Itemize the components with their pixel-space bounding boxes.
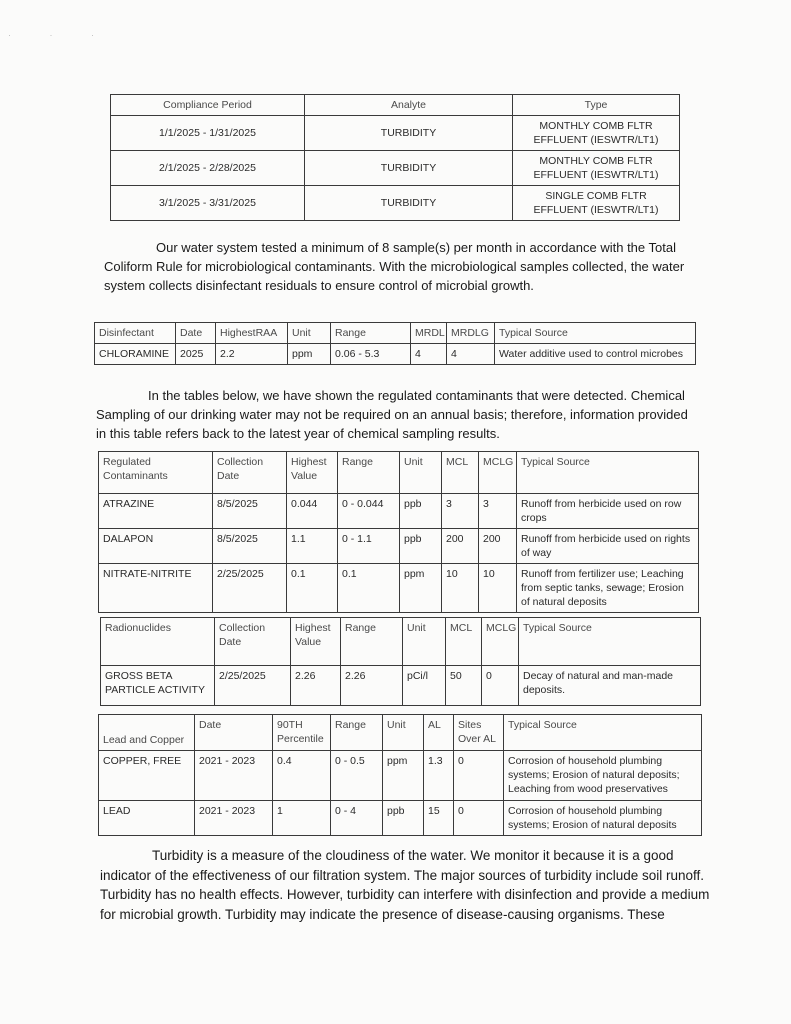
table-cell: 2.26 <box>291 666 341 706</box>
table-cell: 0 - 0.5 <box>331 751 383 801</box>
table-cell: MONTHLY COMB FLTR EFFLUENT (IESWTR/LT1) <box>513 151 680 186</box>
table-row <box>99 564 699 613</box>
table-cell: 15 <box>424 801 454 836</box>
table-cell: 1.3 <box>424 751 454 801</box>
table-cell: 8/5/2025 <box>213 494 287 529</box>
header-cell: MRDLG <box>447 323 495 344</box>
table-cell: TURBIDITY <box>305 116 513 151</box>
table-cell: 50 <box>446 666 482 706</box>
table-cell: 0 <box>454 751 504 801</box>
table-cell: ppb <box>400 529 442 564</box>
header-cell: Analyte <box>305 95 513 116</box>
table-cell: 2/25/2025 <box>215 666 291 706</box>
header-cell: Unit <box>288 323 331 344</box>
paragraph-text: Our water system tested a minimum of 8 sample(s) per month in accordance with the Total Coliform Rule for microbiological contaminants. With the microbiological samples collected, the water system collects disinfectant residuals to ensure control of microbial growth. <box>104 240 685 293</box>
table-cell: ppm <box>288 344 331 365</box>
header-cell: Highest Value <box>291 618 341 666</box>
header-cell: MRDL <box>411 323 447 344</box>
table-cell: Corrosion of household plumbing systems; Erosion of natural deposits <box>504 801 702 836</box>
table-cell: 0 - 0.044 <box>338 494 400 529</box>
table-cell: 0.044 <box>287 494 338 529</box>
table-row <box>101 666 701 706</box>
table-cell: ppb <box>383 801 424 836</box>
table-cell: 10 <box>479 564 517 613</box>
turbidity-paragraph <box>100 846 710 924</box>
table-cell: LEAD <box>99 801 195 836</box>
table-cell: 1 <box>273 801 331 836</box>
table-row <box>111 186 680 221</box>
table-cell: Corrosion of household plumbing systems; Erosion of natural deposits; Leaching from wood preservatives <box>504 751 702 801</box>
header-cell: Range <box>331 323 411 344</box>
table-row <box>99 801 702 836</box>
disinfectant-table <box>94 322 696 365</box>
table-header-row <box>95 323 696 344</box>
table-cell: Water additive used to control microbes <box>495 344 696 365</box>
table-cell: 0 <box>454 801 504 836</box>
table-cell: 1/1/2025 - 1/31/2025 <box>111 116 305 151</box>
table-cell: 4 <box>447 344 495 365</box>
table-cell: 200 <box>442 529 479 564</box>
table-cell: ppb <box>400 494 442 529</box>
table-cell: 3 <box>442 494 479 529</box>
table-cell: SINGLE COMB FLTR EFFLUENT (IESWTR/LT1) <box>513 186 680 221</box>
table-cell: 2.2 <box>216 344 288 365</box>
header-cell: Range <box>331 715 383 751</box>
table-cell: 2/1/2025 - 2/28/2025 <box>111 151 305 186</box>
table-header-row <box>101 618 701 666</box>
header-cell: Collection Date <box>215 618 291 666</box>
table-cell: 8/5/2025 <box>213 529 287 564</box>
table-cell: 0.1 <box>338 564 400 613</box>
table-cell: GROSS BETA PARTICLE ACTIVITY <box>101 666 215 706</box>
regulated-intro-paragraph <box>96 386 694 443</box>
table-row <box>111 116 680 151</box>
header-cell: Regulated Contaminants <box>99 452 213 494</box>
header-cell: Unit <box>383 715 424 751</box>
table-cell: NITRATE-NITRITE <box>99 564 213 613</box>
header-cell: Typical Source <box>519 618 701 666</box>
header-cell: Collection Date <box>213 452 287 494</box>
table-header-row <box>111 95 680 116</box>
scan-artifact: · · · <box>8 30 112 40</box>
header-cell: 90TH Percentile <box>273 715 331 751</box>
table-row <box>99 751 702 801</box>
table-row <box>99 494 699 529</box>
compliance-table <box>110 94 680 221</box>
table-cell: 0.1 <box>287 564 338 613</box>
header-cell: HighestRAA <box>216 323 288 344</box>
header-cell: Typical Source <box>504 715 702 751</box>
table-cell: 4 <box>411 344 447 365</box>
header-cell: Type <box>513 95 680 116</box>
header-cell: Compliance Period <box>111 95 305 116</box>
table-cell: MONTHLY COMB FLTR EFFLUENT (IESWTR/LT1) <box>513 116 680 151</box>
header-cell: Unit <box>400 452 442 494</box>
header-cell: Typical Source <box>495 323 696 344</box>
header-cell: Date <box>195 715 273 751</box>
table-cell: CHLORAMINE <box>95 344 176 365</box>
table-cell: 10 <box>442 564 479 613</box>
table-cell: 3 <box>479 494 517 529</box>
header-cell: Highest Value <box>287 452 338 494</box>
header-cell: Range <box>341 618 403 666</box>
table-cell: Runoff from herbicide used on row crops <box>517 494 699 529</box>
table-cell: Decay of natural and man-made deposits. <box>519 666 701 706</box>
table-cell: 1.1 <box>287 529 338 564</box>
table-cell: ppm <box>400 564 442 613</box>
header-cell: Range <box>338 452 400 494</box>
table-cell: 2021 - 2023 <box>195 801 273 836</box>
table-cell: 0.4 <box>273 751 331 801</box>
table-cell: TURBIDITY <box>305 186 513 221</box>
table-cell: 2/25/2025 <box>213 564 287 613</box>
table-cell: 2.26 <box>341 666 403 706</box>
regulated-contaminants-table <box>98 451 699 613</box>
radionuclides-table <box>100 617 701 706</box>
table-cell: COPPER, FREE <box>99 751 195 801</box>
coliform-paragraph <box>104 238 689 295</box>
header-cell: MCLG <box>482 618 519 666</box>
table-cell: Runoff from fertilizer use; Leaching from septic tanks, sewage; Erosion of natural deposits <box>517 564 699 613</box>
header-cell: AL <box>424 715 454 751</box>
table-cell: 0 - 4 <box>331 801 383 836</box>
table-cell: TURBIDITY <box>305 151 513 186</box>
table-cell: 0.06 - 5.3 <box>331 344 411 365</box>
table-cell: DALAPON <box>99 529 213 564</box>
header-cell: MCL <box>442 452 479 494</box>
table-header-row <box>99 715 702 751</box>
table-cell: 2025 <box>176 344 216 365</box>
table-row <box>95 344 696 365</box>
table-cell: 0 <box>482 666 519 706</box>
table-cell: 3/1/2025 - 3/31/2025 <box>111 186 305 221</box>
table-cell: 0 - 1.1 <box>338 529 400 564</box>
paragraph-text: In the tables below, we have shown the regulated contaminants that were detected. Chemical Sampling of our drinking water may not be required on an annual basis; therefore, information provided in this table refers back to the latest year of chemical sampling results. <box>96 388 688 441</box>
table-cell: Runoff from herbicide used on rights of way <box>517 529 699 564</box>
header-cell: Unit <box>403 618 446 666</box>
table-cell: 2021 - 2023 <box>195 751 273 801</box>
header-cell: Typical Source <box>517 452 699 494</box>
table-cell: ppm <box>383 751 424 801</box>
paragraph-text: Turbidity is a measure of the cloudiness of the water. We monitor it because it is a good indicator of the effectiveness of our filtration system. The major sources of turbidity include soil runoff. Turbidity has no health effects. However, turbidity can interfere with disinfection and provide a medium for microbial growth. Turbidity may indicate the presence of disease-causing organisms. These <box>100 848 710 922</box>
table-header-row <box>99 452 699 494</box>
table-cell: pCi/l <box>403 666 446 706</box>
header-cell: Disinfectant <box>95 323 176 344</box>
header-cell: MCL <box>446 618 482 666</box>
header-cell: Lead and Copper <box>99 715 195 751</box>
header-cell: Date <box>176 323 216 344</box>
table-cell: ATRAZINE <box>99 494 213 529</box>
table-row <box>111 151 680 186</box>
table-row <box>99 529 699 564</box>
header-cell: MCLG <box>479 452 517 494</box>
lead-copper-table <box>98 714 702 836</box>
header-cell: Sites Over AL <box>454 715 504 751</box>
table-cell: 200 <box>479 529 517 564</box>
header-cell: Radionuclides <box>101 618 215 666</box>
